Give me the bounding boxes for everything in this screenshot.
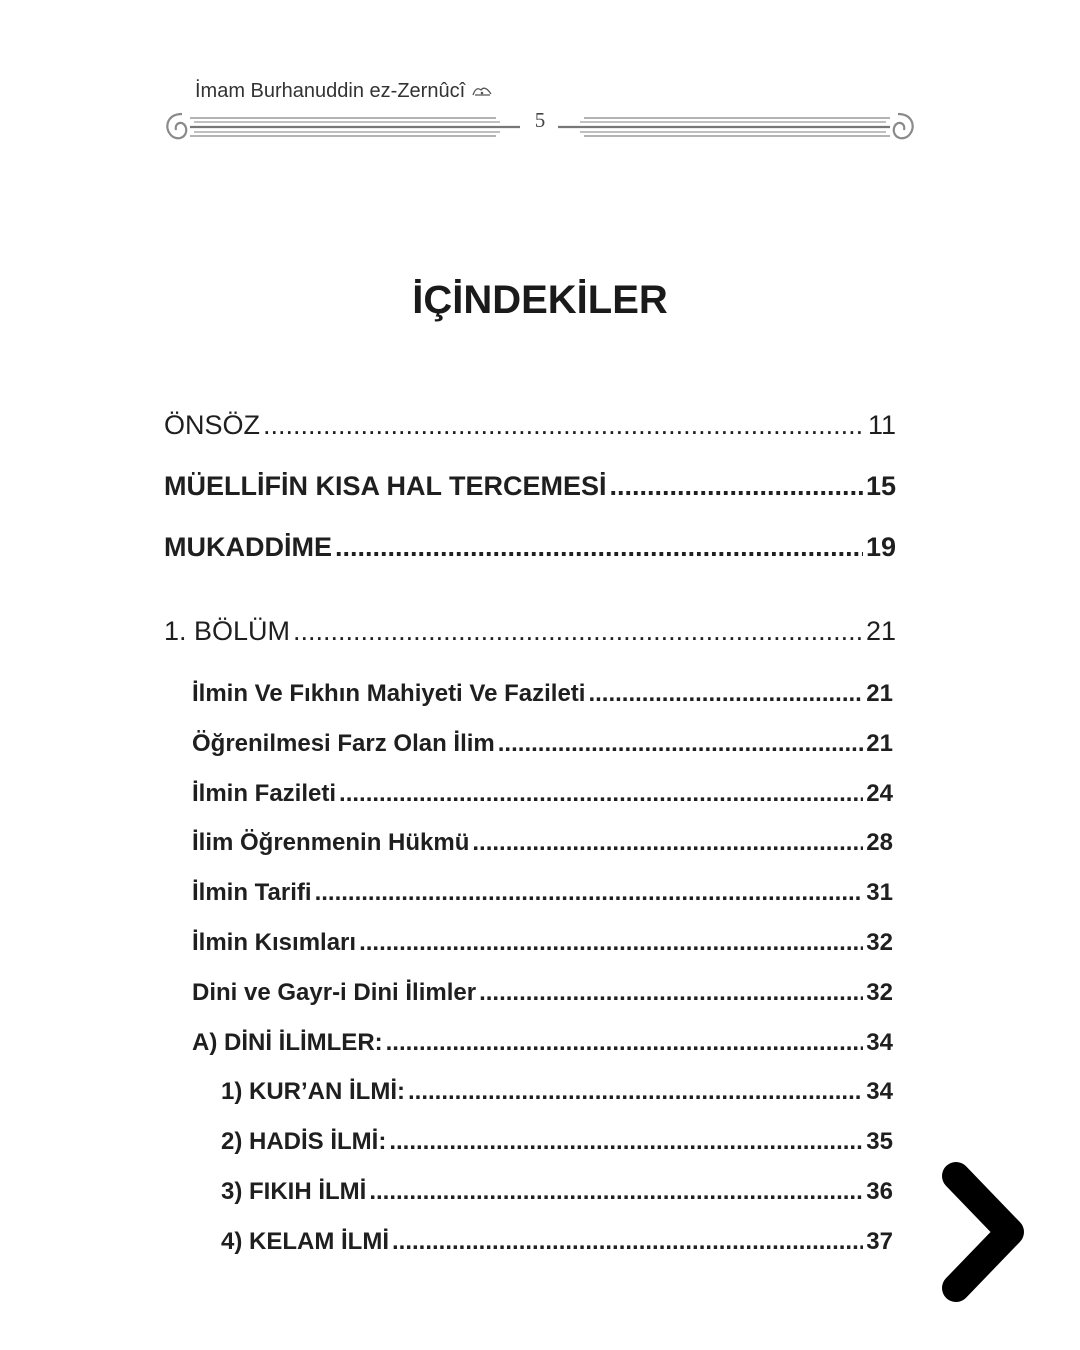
dot-leader [359,929,863,957]
toc-entry-label: MUKADDİME [164,532,332,562]
toc-entry-label: 3) FIKIH İLMİ [221,1178,367,1205]
toc-section[interactable] [192,979,893,1007]
toc-entry-page: 36 [866,1178,893,1205]
toc-entry-page: 21 [866,680,893,707]
toc-entry-chapter-1[interactable] [164,616,896,647]
toc-entry-page: 31 [866,879,893,906]
toc-entry-label: Dini ve Gayr-i Dini İlimler [192,979,477,1006]
toc-entry-mukaddime[interactable] [164,532,896,563]
toc-subsection[interactable] [221,1178,893,1206]
toc-entry-page: 19 [865,532,896,562]
toc-entry-label: İlim Öğrenmenin Hükmü [192,829,470,856]
toc-entry-page: 11 [867,410,896,440]
toc-entry-label: İlmin Kısımları [192,929,357,956]
toc-entry-page: 21 [865,616,896,646]
toc-entry-page: 37 [866,1228,893,1255]
running-header-text: İmam Burhanuddin ez-Zernûcî [195,80,466,102]
page-title: İÇİNDEKİLER [412,278,668,322]
toc-entry-label: 2) HADİS İLMİ: [221,1128,387,1155]
chevron-right-icon[interactable] [936,1160,1032,1304]
dot-leader [293,616,863,647]
toc-subsection[interactable] [221,1128,893,1156]
dot-leader [339,780,863,808]
dot-leader [335,532,863,563]
toc-entry-muellif[interactable] [164,471,896,502]
dot-leader [610,471,863,502]
toc-entry-label: Öğrenilmesi Farz Olan İlim [192,730,495,757]
toc-entry-label: İlmin Tarifi [192,879,312,906]
toc-entry-page: 34 [866,1029,893,1056]
dot-leader [392,1228,863,1256]
dot-leader [588,680,863,708]
dot-leader [315,879,864,907]
toc-entry-page: 34 [866,1078,893,1105]
toc-entry-page: 21 [866,730,893,757]
dot-leader [386,1029,864,1057]
toc-entry-label: 1) KUR’AN İLMİ: [221,1078,405,1105]
toc-subsection[interactable] [221,1078,893,1106]
toc-section[interactable] [192,929,893,957]
dot-leader [408,1078,863,1106]
toc-section[interactable] [192,829,893,857]
toc-entry-label: İlmin Fazileti [192,780,337,807]
toc-entry-page: 15 [865,471,896,501]
dot-leader [498,730,864,758]
dot-leader [479,979,863,1007]
dot-leader [472,829,863,857]
toc-entry-page: 35 [866,1128,893,1155]
toc-section[interactable] [192,879,893,907]
toc-entry-page: 32 [866,929,893,956]
toc-entry-label: MÜELLİFİN KISA HAL TERCEMESİ [164,471,607,501]
toc-entry-label: 4) KELAM İLMİ [221,1228,389,1255]
honorific-icon [471,84,493,100]
toc-entry-page: 28 [866,829,893,856]
toc-entry-label: 1. BÖLÜM [164,616,291,646]
toc-section[interactable] [192,680,893,708]
toc-section[interactable] [192,1029,893,1057]
toc-section[interactable] [192,730,893,758]
toc-entry-page: 24 [866,780,893,807]
dot-leader [369,1178,863,1206]
toc-entry-label: A) DİNİ İLİMLER: [192,1029,383,1056]
toc-section[interactable] [192,780,893,808]
toc-entry-label: ÖNSÖZ [164,410,261,440]
dot-leader [263,410,865,441]
toc-entry-label: İlmin Ve Fıkhın Mahiyeti Ve Fazileti [192,680,586,707]
page-number: 5 [534,108,546,132]
dot-leader [389,1128,863,1156]
toc-entry-onsoz[interactable] [164,410,896,441]
toc-entry-page: 32 [866,979,893,1006]
toc-subsection[interactable] [221,1228,893,1256]
